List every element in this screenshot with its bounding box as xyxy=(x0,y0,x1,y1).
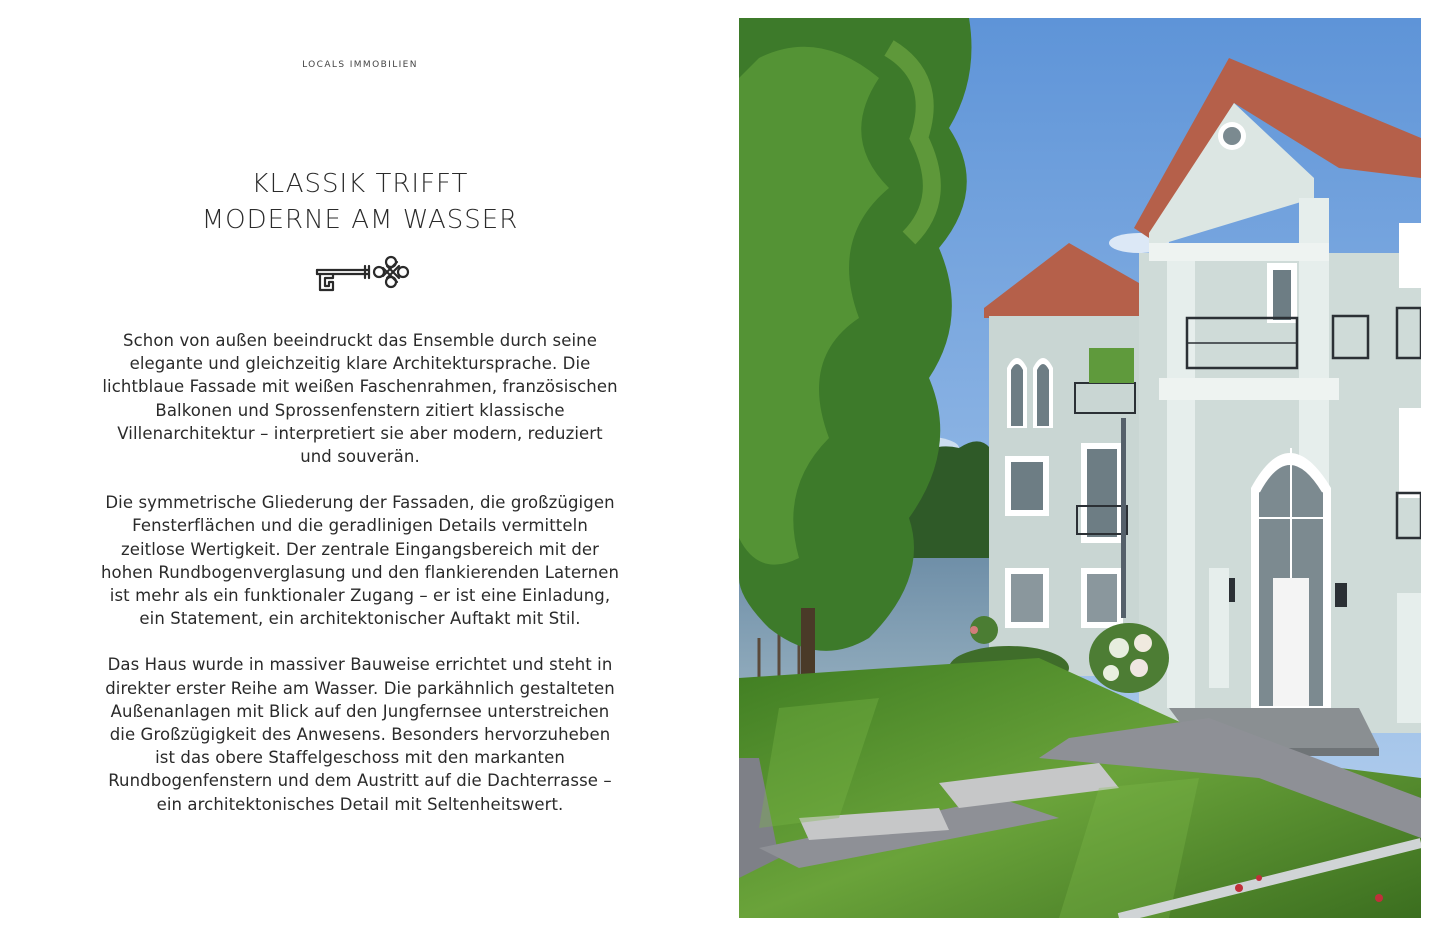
brand-label: LOCALS IMMOBILIEN xyxy=(302,60,418,70)
paragraph-1: Schon von außen beeindruckt das Ensemble durch seine elegante und gleichzeitig klare Architektursprache. Die lichtblaue Fassade mit weißen Faschenrahmen, französischen Balkonen und Sprossenfenstern zitiert klassische Villenarchitektur – interpretiert sie aber modern, reduziert und souverän. xyxy=(102,331,618,467)
title-line-2: MODERNE AM WASSER xyxy=(201,205,519,235)
paragraph-2: Die symmetrische Gliederung der Fassaden, die großzügigen Fensterflächen und die geradlinigen Details vermitteln zeitlose Wertigkeit. Der zentrale Eingangsbereich mit der hohen Rundbogenverglasung und den flankierenden Laternen ist mehr als ein funktionaler Zugang – er ist eine Einladung, ein Statement, ein architektonischer Auftakt mit Stil. xyxy=(100,493,620,629)
paragraph-3: Das Haus wurde in massiver Bauweise errichtet und steht in direkter erster Reihe am Wasser. Die parkähnlich gestalteten Außenanlagen mit Blick auf den Jungfernsee unterstreichen die Großzügigkeit des Anwesens. Besonders hervorzuheben ist das obere Staffelgeschoss mit den markanten Rundbogenfenstern und dem Austritt auf die Dachterrasse – ein architektonisches Detail mit Seltenheitswert. xyxy=(105,655,615,814)
body-text xyxy=(100,329,620,839)
title-line-1: KLASSIK TRIFFT xyxy=(251,169,469,199)
page-title xyxy=(0,166,720,238)
villa-photo xyxy=(739,18,1421,918)
key-icon xyxy=(313,252,413,296)
